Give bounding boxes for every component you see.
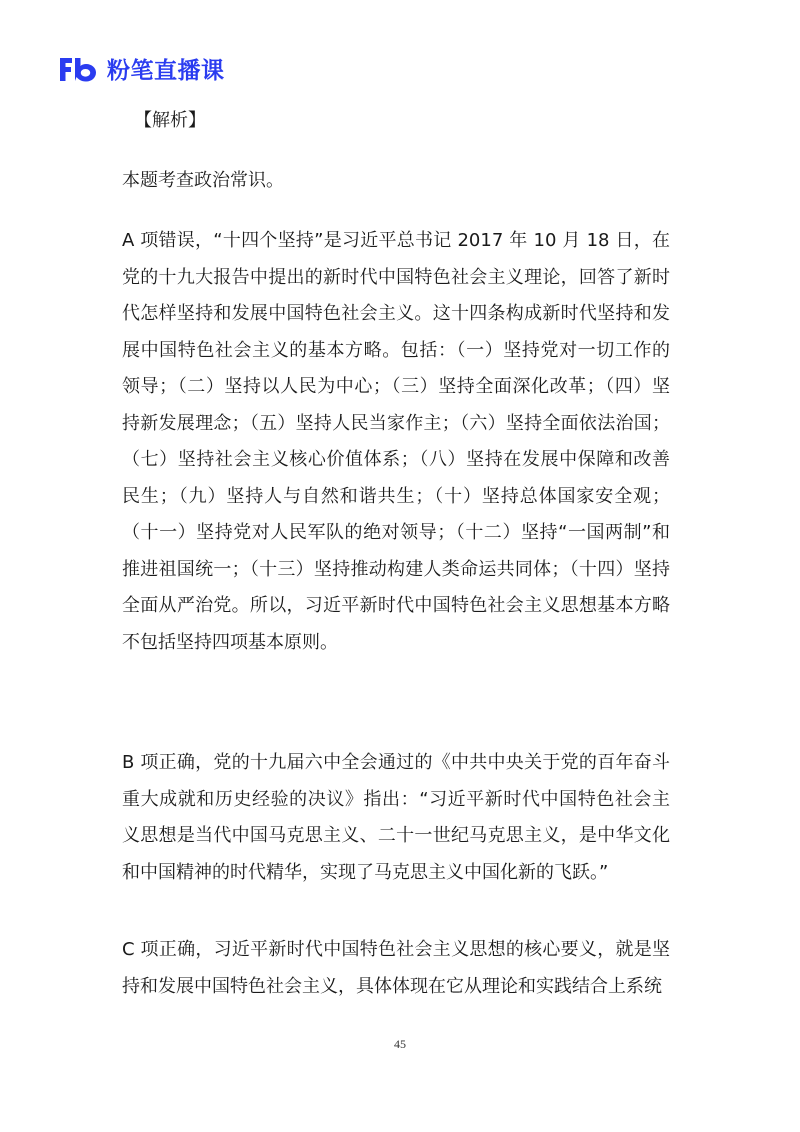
section-label: 【解析】 xyxy=(134,110,206,131)
option-a-paragraph: A 项错误，“十四个坚持”是习近平总书记 2017 年 10 月 18 日，在党的十九大报告中提出的新时代中国特色社会主义理论，回答了新时代怎样坚持和发展中国特色社会主义。这十四条构成新时代坚持和发展中国特色社会主义的基本方略。包括：（一）坚持党对一切工作的领导；（二）坚持以人民为中心；（三）坚持全面深化改革；（四）坚持新发展理念；（五）坚持人民当家作主；（六）坚持全面依法治国；（七）坚持社会主义核心价值体系；（八）坚持在发展中保障和改善民生；（九）坚持人与自然和谐共生；（十）坚持总体国家安全观；（十一）坚持党对人民军队的绝对领导；（十二）坚持“一国两制”和推进祖国统一；（十三）坚持推动构建人类命运共同体；（十四）坚持全面从严治党。所以，习近平新时代中国特色社会主义思想基本方略不包括坚持四项基本原则。 xyxy=(122,230,670,653)
brand-name: 粉笔直播课 xyxy=(107,58,225,84)
header-logo xyxy=(57,52,225,85)
fb-logo-icon xyxy=(57,54,101,84)
intro-paragraph: 本题考查政治常识。 xyxy=(122,170,284,191)
option-c-paragraph: C 项正确，习近平新时代中国特色社会主义思想的核心要义，就是坚持和发展中国特色社会主义，具体体现在它从理论和实践结合上系统 xyxy=(122,939,670,997)
page-number: 45 xyxy=(394,1037,406,1051)
option-b-paragraph: B 项正确，党的十九届六中全会通过的《中共中央关于党的百年奋斗重大成就和历史经验的决议》指出：“习近平新时代中国特色社会主义思想是当代中国马克思主义、二十一世纪马克思主义，是中华文化和中国精神的时代精华，实现了马克思主义中国化新的飞跃。” xyxy=(122,752,670,883)
